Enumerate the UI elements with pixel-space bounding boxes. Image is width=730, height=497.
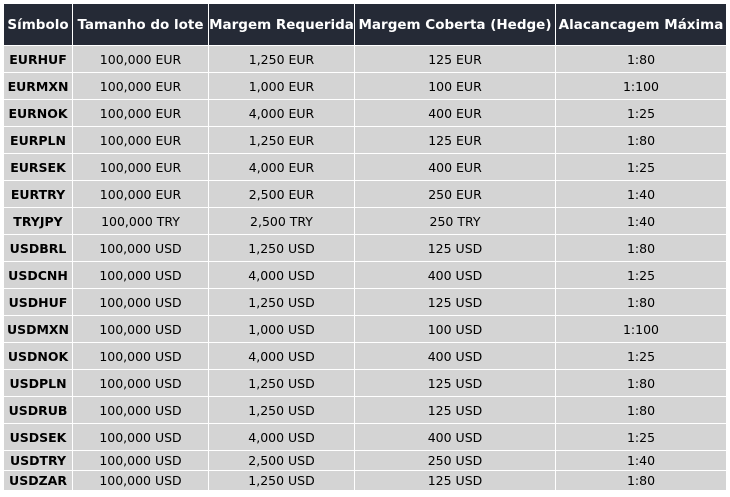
table-row	[4, 208, 726, 234]
cell-max-leverage: 1:25	[556, 100, 726, 126]
cell-max-leverage: 1:80	[556, 370, 726, 396]
cell-required-margin: 2,500 USD	[209, 451, 354, 470]
cell-symbol: USDTRY	[4, 451, 72, 470]
table-row	[4, 316, 726, 342]
cell-max-leverage: 1:25	[556, 154, 726, 180]
cell-lot-size: 100,000 USD	[73, 289, 208, 315]
cell-max-leverage: 1:25	[556, 343, 726, 369]
cell-required-margin: 4,000 USD	[209, 424, 354, 450]
cell-required-margin: 4,000 EUR	[209, 154, 354, 180]
cell-lot-size: 100,000 USD	[73, 397, 208, 423]
cell-max-leverage: 1:80	[556, 471, 726, 490]
cell-lot-size: 100,000 EUR	[73, 46, 208, 72]
cell-max-leverage: 1:25	[556, 424, 726, 450]
cell-symbol: USDRUB	[4, 397, 72, 423]
cell-hedged-margin: 125 EUR	[355, 127, 555, 153]
cell-lot-size: 100,000 USD	[73, 370, 208, 396]
cell-symbol: USDHUF	[4, 289, 72, 315]
margin-requirements-table	[3, 3, 727, 491]
table-row	[4, 451, 726, 470]
cell-required-margin: 1,250 EUR	[209, 46, 354, 72]
table-row	[4, 262, 726, 288]
cell-symbol: USDNOK	[4, 343, 72, 369]
table-row	[4, 235, 726, 261]
cell-hedged-margin: 250 USD	[355, 451, 555, 470]
cell-hedged-margin: 125 USD	[355, 235, 555, 261]
cell-hedged-margin: 125 USD	[355, 397, 555, 423]
cell-lot-size: 100,000 EUR	[73, 127, 208, 153]
cell-hedged-margin: 400 USD	[355, 424, 555, 450]
cell-required-margin: 1,250 USD	[209, 397, 354, 423]
cell-max-leverage: 1:80	[556, 127, 726, 153]
cell-max-leverage: 1:80	[556, 46, 726, 72]
cell-lot-size: 100,000 EUR	[73, 154, 208, 180]
cell-hedged-margin: 125 USD	[355, 289, 555, 315]
cell-lot-size: 100,000 USD	[73, 235, 208, 261]
table-row	[4, 73, 726, 99]
header-lot-size: Tamanho do lote	[73, 4, 208, 45]
header-required-margin: Margem Requerida	[209, 4, 354, 45]
cell-symbol: EURSEK	[4, 154, 72, 180]
cell-hedged-margin: 125 EUR	[355, 46, 555, 72]
cell-symbol: EURHUF	[4, 46, 72, 72]
cell-symbol: USDZAR	[4, 471, 72, 490]
cell-lot-size: 100,000 USD	[73, 262, 208, 288]
header-hedged-margin: Margem Coberta (Hedge)	[355, 4, 555, 45]
table-row	[4, 46, 726, 72]
table-row	[4, 289, 726, 315]
header-symbol: Símbolo	[4, 4, 72, 45]
table-row	[4, 181, 726, 207]
cell-required-margin: 4,000 USD	[209, 262, 354, 288]
cell-max-leverage: 1:80	[556, 397, 726, 423]
cell-lot-size: 100,000 TRY	[73, 208, 208, 234]
header-row	[4, 4, 726, 45]
cell-max-leverage: 1:40	[556, 208, 726, 234]
table-row	[4, 471, 726, 490]
cell-symbol: EURPLN	[4, 127, 72, 153]
cell-max-leverage: 1:40	[556, 181, 726, 207]
cell-required-margin: 1,250 EUR	[209, 127, 354, 153]
header-max-leverage: Alacancagem Máxima	[556, 4, 726, 45]
cell-lot-size: 100,000 EUR	[73, 100, 208, 126]
cell-required-margin: 1,250 USD	[209, 235, 354, 261]
cell-required-margin: 1,000 USD	[209, 316, 354, 342]
table-row	[4, 127, 726, 153]
cell-hedged-margin: 400 USD	[355, 343, 555, 369]
cell-lot-size: 100,000 EUR	[73, 181, 208, 207]
cell-required-margin: 1,000 EUR	[209, 73, 354, 99]
cell-required-margin: 1,250 USD	[209, 289, 354, 315]
cell-lot-size: 100,000 USD	[73, 471, 208, 490]
cell-hedged-margin: 400 USD	[355, 262, 555, 288]
cell-required-margin: 2,500 TRY	[209, 208, 354, 234]
table-row	[4, 154, 726, 180]
cell-symbol: USDBRL	[4, 235, 72, 261]
cell-hedged-margin: 100 EUR	[355, 73, 555, 99]
cell-lot-size: 100,000 USD	[73, 451, 208, 470]
cell-symbol: EURNOK	[4, 100, 72, 126]
cell-symbol: USDCNH	[4, 262, 72, 288]
cell-required-margin: 1,250 USD	[209, 370, 354, 396]
cell-symbol: EURTRY	[4, 181, 72, 207]
cell-symbol: USDPLN	[4, 370, 72, 396]
cell-max-leverage: 1:100	[556, 73, 726, 99]
cell-lot-size: 100,000 USD	[73, 424, 208, 450]
cell-hedged-margin: 250 TRY	[355, 208, 555, 234]
cell-hedged-margin: 250 EUR	[355, 181, 555, 207]
cell-hedged-margin: 100 USD	[355, 316, 555, 342]
cell-hedged-margin: 125 USD	[355, 471, 555, 490]
table-row	[4, 424, 726, 450]
cell-symbol: USDSEK	[4, 424, 72, 450]
cell-lot-size: 100,000 USD	[73, 316, 208, 342]
cell-symbol: USDMXN	[4, 316, 72, 342]
cell-max-leverage: 1:80	[556, 235, 726, 261]
cell-hedged-margin: 125 USD	[355, 370, 555, 396]
cell-max-leverage: 1:25	[556, 262, 726, 288]
cell-max-leverage: 1:80	[556, 289, 726, 315]
table-row	[4, 397, 726, 423]
table-row	[4, 370, 726, 396]
cell-max-leverage: 1:40	[556, 451, 726, 470]
cell-max-leverage: 1:100	[556, 316, 726, 342]
cell-hedged-margin: 400 EUR	[355, 100, 555, 126]
cell-required-margin: 4,000 EUR	[209, 100, 354, 126]
cell-required-margin: 4,000 USD	[209, 343, 354, 369]
table-row	[4, 100, 726, 126]
cell-lot-size: 100,000 USD	[73, 343, 208, 369]
cell-lot-size: 100,000 EUR	[73, 73, 208, 99]
table-row	[4, 343, 726, 369]
cell-required-margin: 1,250 USD	[209, 471, 354, 490]
cell-symbol: EURMXN	[4, 73, 72, 99]
cell-symbol: TRYJPY	[4, 208, 72, 234]
cell-hedged-margin: 400 EUR	[355, 154, 555, 180]
cell-required-margin: 2,500 EUR	[209, 181, 354, 207]
